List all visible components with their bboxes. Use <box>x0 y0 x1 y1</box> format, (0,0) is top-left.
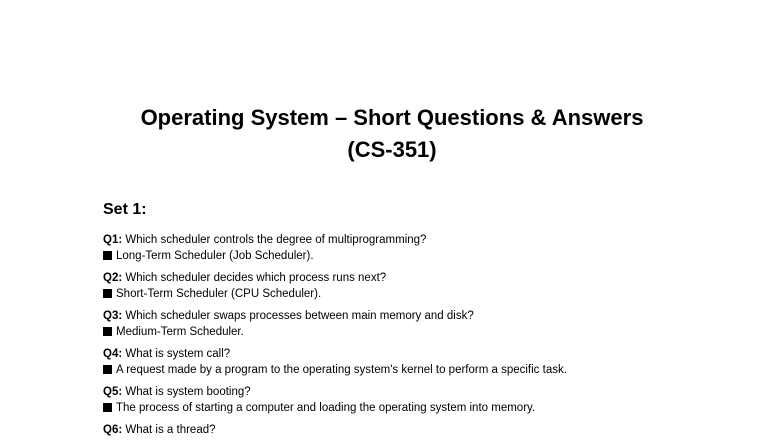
document-subtitle-course-code: (CS-351) <box>347 137 437 162</box>
qa-item-q1 <box>103 232 763 264</box>
question-text: Which scheduler swaps processes between main memory and disk? <box>125 310 474 322</box>
square-bullet-icon <box>103 327 112 336</box>
question-text: Which scheduler decides which process runs next? <box>125 272 387 284</box>
qa-item-q5 <box>103 384 763 416</box>
document-title: Operating System – Short Questions & Answers <box>140 105 644 130</box>
square-bullet-icon <box>103 251 112 260</box>
qa-item-q4 <box>103 346 763 378</box>
question-row <box>103 346 763 362</box>
qa-item-q3 <box>103 308 763 340</box>
question-label: Q2: <box>103 272 123 284</box>
question-label: Q3: <box>103 310 123 322</box>
answer-row <box>103 362 763 378</box>
answer-text: Short-Term Scheduler (CPU Scheduler). <box>116 288 322 300</box>
square-bullet-icon <box>103 365 112 374</box>
question-label: Q6: <box>103 424 123 436</box>
question-text: What is a thread? <box>125 424 216 436</box>
question-row <box>103 232 763 248</box>
qa-list <box>103 232 763 444</box>
question-label: Q5: <box>103 386 123 398</box>
question-row <box>103 270 763 286</box>
question-text: What is system booting? <box>125 386 251 398</box>
answer-text: Long-Term Scheduler (Job Scheduler). <box>116 250 314 262</box>
question-row <box>103 422 763 438</box>
answer-row <box>103 400 763 416</box>
qa-item-q6 <box>103 422 763 438</box>
set-heading: Set 1: <box>103 201 147 218</box>
question-row <box>103 384 763 400</box>
square-bullet-icon <box>103 403 112 412</box>
answer-text: The process of starting a computer and loading the operating system into memory. <box>116 402 536 414</box>
qa-item-q2 <box>103 270 763 302</box>
answer-row <box>103 324 763 340</box>
answer-text: A request made by a program to the operating system's kernel to perform a specific task. <box>116 364 567 376</box>
answer-row <box>103 248 763 264</box>
question-text: What is system call? <box>125 348 231 360</box>
square-bullet-icon <box>103 289 112 298</box>
question-label: Q1: <box>103 234 123 246</box>
answer-row <box>103 286 763 302</box>
answer-text: Medium-Term Scheduler. <box>116 326 244 338</box>
question-text: Which scheduler controls the degree of multiprogramming? <box>125 234 427 246</box>
question-label: Q4: <box>103 348 123 360</box>
question-row <box>103 308 763 324</box>
